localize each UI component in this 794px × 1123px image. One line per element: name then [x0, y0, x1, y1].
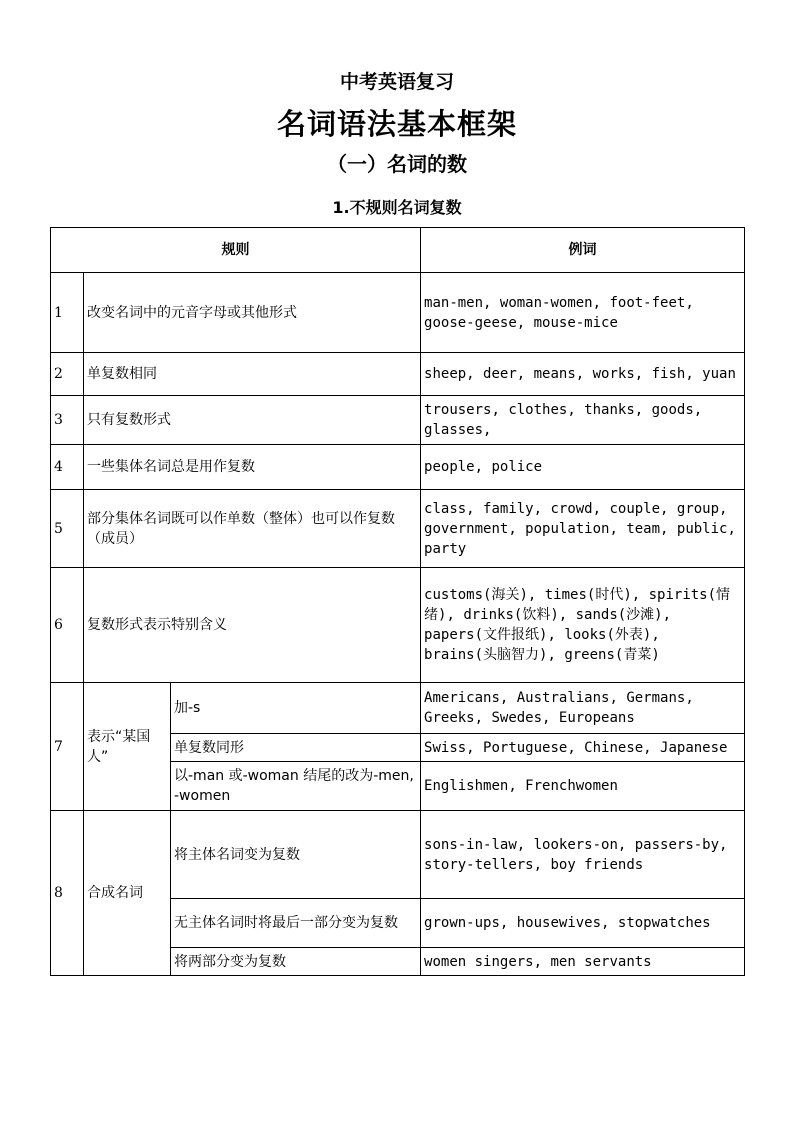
example-cell: women singers, men servants: [421, 948, 745, 976]
example-cell: customs(海关), times(时代), spirits(情绪), drinks(饮料), sands(沙滩), papers(文件报纸), looks(外表), brains(头脑智力), greens(青菜): [421, 568, 745, 683]
example-cell: Swiss, Portuguese, Chinese, Japanese: [421, 734, 745, 762]
sub-rule-cell: 将主体名词变为复数: [171, 811, 421, 899]
rule-group-cell: 表示“某国人”: [84, 683, 171, 811]
row-number: 2: [51, 353, 84, 396]
rule-cell: 一些集体名词总是用作复数: [84, 445, 421, 490]
sub-rule-cell: 以-man 或-woman 结尾的改为-men, -women: [171, 762, 421, 811]
sub-rule-cell: 无主体名词时将最后一部分变为复数: [171, 899, 421, 948]
page-title: 名词语法基本框架: [276, 107, 517, 141]
example-cell: Englishmen, Frenchwomen: [421, 762, 745, 811]
row-number: 4: [51, 445, 84, 490]
row-number: 8: [51, 811, 84, 976]
example-cell: class, family, crowd, couple, group, government, population, team, public, party: [421, 490, 745, 568]
rule-cell: 部分集体名词既可以作单数（整体）也可以作复数（成员）: [84, 490, 421, 568]
table-row: [51, 445, 745, 490]
example-cell: Americans, Australians, Germans, Greeks, Swedes, Europeans: [421, 683, 745, 734]
table-row: [51, 353, 745, 396]
irregular-plural-table: [50, 227, 745, 976]
table-row: [51, 811, 745, 899]
row-number: 1: [51, 273, 84, 353]
rule-cell: 复数形式表示特别含义: [84, 568, 421, 683]
example-cell: sons-in-law, lookers-on, passers-by, story-tellers, boy friends: [421, 811, 745, 899]
section-title: （一）名词的数: [327, 152, 467, 176]
example-cell: grown-ups, housewives, stopwatches: [421, 899, 745, 948]
sub-rule-cell: 加-s: [171, 683, 421, 734]
table-row: [51, 568, 745, 683]
row-number: 7: [51, 683, 84, 811]
rule-group-cell: 合成名词: [84, 811, 171, 976]
rule-cell: 单复数相同: [84, 353, 421, 396]
sub-rule-cell: 单复数同形: [171, 734, 421, 762]
table-row: [51, 683, 745, 734]
table-row: [51, 490, 745, 568]
header-rule: 规则: [51, 228, 421, 273]
example-cell: man-men, woman-women, foot-feet, goose-geese, mouse-mice: [421, 273, 745, 353]
header-example: 例词: [421, 228, 745, 273]
rule-cell: 只有复数形式: [84, 396, 421, 445]
table-header-row: [51, 228, 745, 273]
example-cell: trousers, clothes, thanks, goods, glasses,: [421, 396, 745, 445]
rule-cell: 改变名词中的元音字母或其他形式: [84, 273, 421, 353]
sub-rule-cell: 将两部分变为复数: [171, 948, 421, 976]
table-row: [51, 396, 745, 445]
row-number: 3: [51, 396, 84, 445]
row-number: 6: [51, 568, 84, 683]
table-row: [51, 273, 745, 353]
subsection-title: 1.不规则名词复数: [332, 198, 462, 217]
row-number: 5: [51, 490, 84, 568]
course-title: 中考英语复习: [339, 71, 454, 93]
example-cell: people, police: [421, 445, 745, 490]
example-cell: sheep, deer, means, works, fish, yuan: [421, 353, 745, 396]
